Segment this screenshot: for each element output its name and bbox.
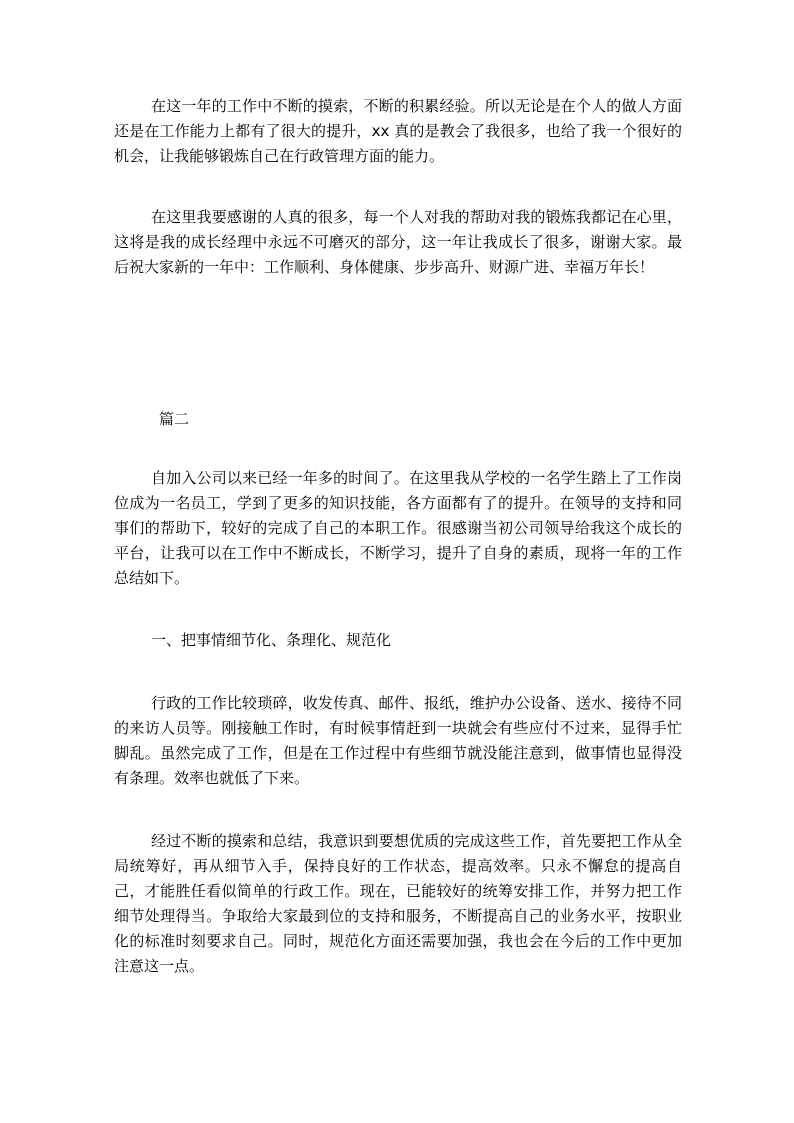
paragraph-improvement: 经过不断的摸索和总结，我意识到要想优质的完成这些工作，首先要把工作从全局统筹好，再从细节入手，保持良好的工作状态，提高效率。只永不懈怠的提高自己，才能胜任看似简单的行政工作。现在，已能较好的统筹安排工作，并努力把工作细节处理得当。争取给大家最到位的支持和服务，不断提高自己的业务水平，按职业化的标准时刻要求自己。同时，规范化方面还需要加强，我也会在今后的工作中更加注意这一点。: [114, 832, 682, 975]
subheading: 一、把事情细节化、条理化、规范化: [151, 631, 392, 649]
paragraph-intro: 自加入公司以来已经一年多的时间了。在这里我从学校的一名学生踏上了工作岗位成为一名员工，学到了更多的知识技能，各方面都有了的提升。在领导的支持和同事们的帮助下，较好的完成了自己的本职工作。很感谢当初公司领导给我这个成长的平台，让我可以在工作中不断成长，不断学习，提升了自身的素质，现将一年的工作总结如下。: [114, 469, 682, 587]
paragraph-admin-work: 行政的工作比较琐碎，收发传真、邮件、报纸，维护办公设备、送水、接待不同的来访人员等。刚接触工作时，有时候事情赶到一块就会有些应付不过来，显得手忙脚乱。虽然完成了工作，但是在工作过程中有些细节就没能注意到，做事情也显得没有条理。效率也就低了下来。: [114, 694, 682, 787]
paragraph-thanks: 在这里我要感谢的人真的很多，每一个人对我的帮助对我的锻炼我都记在心里，这将是我的成长经理中永远不可磨灭的部分，这一年让我成长了很多，谢谢大家。最后祝大家新的一年中：工作顺利、身体健康、步步高升、财源广进、幸福万年长！: [114, 208, 682, 276]
paragraph-work-experience: 在这一年的工作中不断的摸索，不断的积累经验。所以无论是在个人的做人方面还是在工作能力上都有了很大的提升，xx 真的是教会了我很多，也给了我一个很好的机会，让我能够锻炼自己在行政管理方面的能力。: [114, 97, 682, 165]
section-title: 篇二: [159, 410, 190, 428]
